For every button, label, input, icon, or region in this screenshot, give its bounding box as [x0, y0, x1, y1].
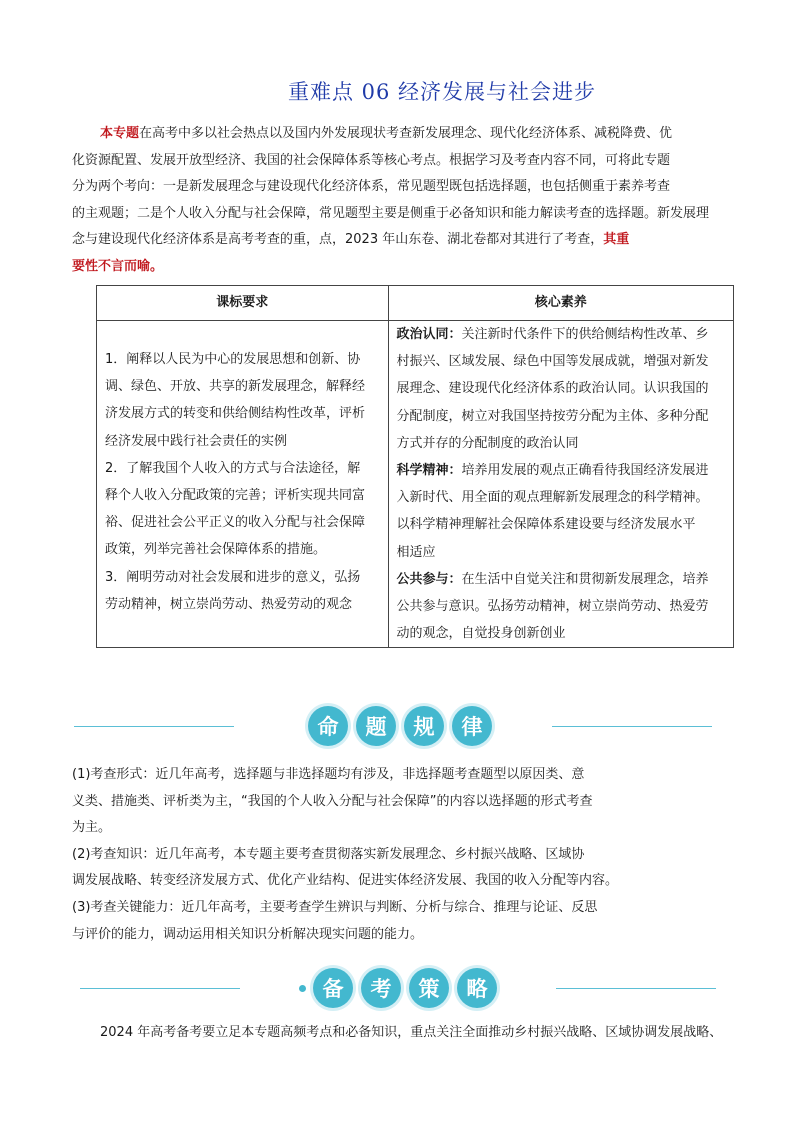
- section-header-rules: [0, 702, 794, 750]
- keyword-participation: 公共参与：: [396, 571, 462, 587]
- competency-cell: [388, 321, 733, 648]
- bullet-dot-icon: [299, 985, 306, 992]
- intro-emphasis-b: 要性不言而喻。: [72, 258, 164, 274]
- section-badge: 考: [361, 968, 401, 1008]
- divider-line: [74, 726, 234, 727]
- competency-line: 分配制度，树立对我国坚持按劳分配为主体、多种分配: [396, 408, 709, 424]
- curriculum-line: 调、绿色、开放、共享的新发展理念，解释经: [105, 379, 366, 395]
- competency-line: 展理念、建设现代化经济体系的政治认同。认识我国的: [396, 381, 709, 397]
- intro-line-6: [72, 254, 762, 281]
- competency-line: 公共参与：在生活中自觉关注和贯彻新发展理念，培养: [396, 571, 709, 587]
- competency-line: 相适应: [396, 544, 436, 560]
- competency-line: 动的观念，自觉投身创新创业: [396, 626, 566, 642]
- intro-paragraph: [72, 121, 762, 280]
- section-badge: 策: [409, 968, 449, 1008]
- rules-line: 义类、措施类、评析类为主，“我国的个人收入分配与社会保障”的内容以选择题的形式考查: [72, 793, 593, 809]
- competency-line: 政治认同：关注新时代条件下的供给侧结构性改革、乡: [396, 327, 709, 342]
- curriculum-line: 2．了解我国个人收入的方式与合法途径，解: [105, 460, 361, 476]
- curriculum-line: 劳动精神，树立崇尚劳动、热爱劳动的观念: [105, 596, 353, 612]
- competency-line: 村振兴、区域发展、绿色中国等发展成就，增强对新发: [396, 354, 709, 370]
- intro-line-2: 化资源配置、发展开放型经济、我国的社会保障体系等核心考点。根据学习及考查内容不同，可将此专题: [72, 152, 671, 168]
- rules-line: (2)考查知识：近几年高考，本专题主要考查贯彻落实新发展理念、乡村振兴战略、区域协: [72, 846, 585, 862]
- curriculum-line: 经济发展中践行社会责任的实例: [105, 433, 288, 449]
- section-badge: 题: [356, 706, 396, 746]
- section-badge: 律: [452, 706, 492, 746]
- page-title: 重难点 06 经济发展与社会进步: [287, 80, 597, 104]
- divider-line: [80, 988, 240, 989]
- curriculum-cell: [97, 321, 389, 648]
- table-row: [97, 321, 734, 648]
- competency-line: 科学精神：培养用发展的观点正确看待我国经济发展进: [396, 463, 709, 479]
- standards-table: [96, 285, 734, 648]
- section-badge: 规: [404, 706, 444, 746]
- section-badge: 略: [457, 968, 497, 1008]
- header-competency: 核心素养: [388, 286, 733, 321]
- curriculum-line: 裕、促进社会公平正义的收入分配与社会保障: [105, 515, 366, 531]
- rules-line: 调发展战略、转变经济发展方式、优化产业结构、促进实体经济发展、我国的收入分配等内容。: [72, 873, 619, 889]
- curriculum-line: 济发展方式的转变和供给侧结构性改革，评析: [105, 406, 366, 422]
- header-curriculum: 课标要求: [97, 286, 389, 321]
- competency-line: 方式并存的分配制度的政治认同: [396, 435, 579, 451]
- rules-line: 与评价的能力，调动运用相关知识分析解决现实问题的能力。: [72, 926, 424, 942]
- curriculum-line: 3．阐明劳动对社会发展和进步的意义，弘扬: [105, 569, 361, 585]
- section-badge: 备: [313, 968, 353, 1008]
- intro-line-3: 分为两个考向：一是新发展理念与建设现代化经济体系，常见题型既包括选择题，也包括侧重于素养考查: [72, 179, 671, 194]
- curriculum-line: 释个人收入分配政策的完善；评析实现共同富: [105, 488, 366, 504]
- divider-line: [552, 726, 712, 727]
- keyword-political: 政治认同：: [396, 327, 462, 342]
- competency-line: 以科学精神理解社会保障体系建设要与经济发展水平: [396, 517, 696, 533]
- rules-line: (3)考查关键能力：近几年高考，主要考查学生辨识与判断、分析与综合、推理与论证、反思: [72, 899, 598, 915]
- keyword-science: 科学精神：: [396, 463, 462, 479]
- exam-rules-list: [72, 762, 712, 948]
- intro-emphasis-a: 其重: [603, 232, 630, 247]
- competency-line: 公共参与意识。弘扬劳动精神，树立崇尚劳动、热爱劳: [396, 599, 709, 615]
- intro-line-5: 念与建设现代化经济体系是高考考查的重，点，2023 年山东卷、湖北卷都对其进行了考查，其重: [72, 232, 630, 247]
- intro-line-1: 本专题在高考中多以社会热点以及国内外发展现状考查新发展理念、现代化经济体系、减税降费、优: [100, 126, 673, 141]
- divider-line: [556, 988, 716, 989]
- rules-line: 为主。: [72, 820, 112, 836]
- intro-lead: 本专题: [100, 126, 140, 141]
- strategy-paragraph: 2024 年高考备考要立足本专题高频考点和必备知识，重点关注全面推动乡村振兴战略、区域协调发展战略、: [100, 1025, 723, 1040]
- curriculum-line: 1．阐释以人民为中心的发展思想和创新、协: [105, 352, 361, 367]
- table-header-row: [97, 286, 734, 321]
- intro-line-4: 的主观题；二是个人收入分配与社会保障，常见题型主要是侧重于必备知识和能力解读考查的选择题。新发展理: [72, 205, 710, 221]
- curriculum-line: 政策，列举完善社会保障体系的措施。: [105, 542, 327, 558]
- section-badge: 命: [308, 706, 348, 746]
- rules-line: (1)考查形式：近几年高考，选择题与非选择题均有涉及，非选择题考查题型以原因类、意: [72, 767, 585, 782]
- competency-line: 入新时代、用全面的观点理解新发展理念的科学精神。: [396, 490, 709, 506]
- section-header-strategy: [0, 964, 794, 1012]
